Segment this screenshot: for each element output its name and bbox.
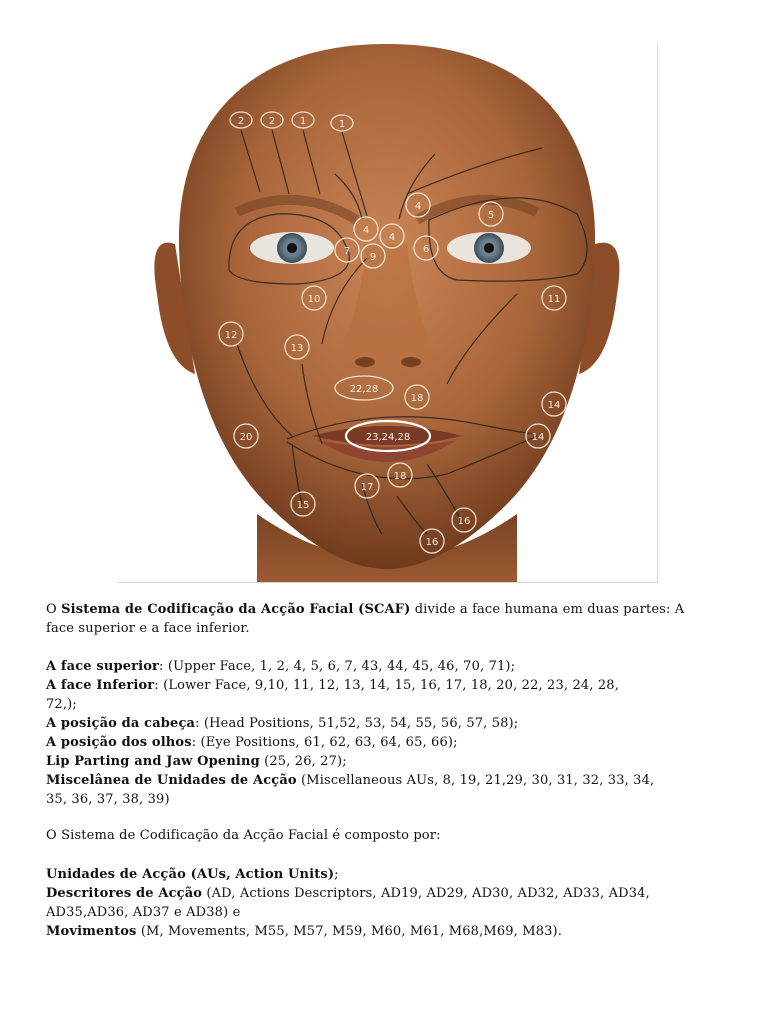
group-lower-face (46, 676, 722, 695)
group-lip-jaw (46, 752, 722, 771)
group-title: A posição da cabeça (46, 716, 196, 731)
au-label: 5 (487, 210, 495, 221)
group-values: : (Lower Face, 9,10, 11, 12, 13, 14, 15, 16, 17, 18, 20, 22, 23, 24, 28, (154, 678, 619, 693)
au-label: 4 (362, 225, 370, 236)
group-misc (46, 771, 722, 790)
au-label: 9 (369, 252, 377, 263)
group-values: : (Head Positions, 51,52, 53, 54, 55, 56, 57, 58); (195, 716, 519, 731)
au-label: 6 (422, 244, 430, 255)
intro-paragraph (46, 600, 722, 638)
au-label: 22,28 (349, 384, 379, 395)
au-label: 4 (414, 201, 422, 212)
au-label: 13 (290, 343, 304, 354)
group-upper-face (46, 657, 722, 676)
au-label: 2 (237, 116, 245, 127)
au-label: 15 (296, 500, 310, 511)
intro-rest: divide a face humana em duas partes: A (410, 602, 685, 617)
descriptors-cont: AD35,AD36, AD37 e AD38) e (46, 905, 241, 920)
group-title: A posição dos olhos (46, 735, 192, 750)
group-head-positions (46, 714, 722, 733)
group-values: : (Eye Positions, 61, 62, 63, 64, 65, 66); (191, 735, 458, 750)
au-label: 12 (224, 330, 238, 341)
intro-bold: Sistema de Codificação da Acção Facial (SCAF) (61, 602, 411, 617)
au-label: 1 (338, 119, 346, 130)
au-label: 18 (410, 393, 424, 404)
group-title: A face superior (46, 659, 160, 674)
intro-prefix: O (46, 602, 62, 617)
intro-line2: face superior e a face inferior. (46, 621, 250, 636)
group-title: Lip Parting and Jaw Opening (46, 754, 260, 769)
au-label: 14 (531, 432, 545, 443)
group-values: : (Upper Face, 1, 2, 4, 5, 6, 7, 43, 44, 45, 46, 70, 71); (159, 659, 516, 674)
movements-title: Movimentos (46, 924, 137, 939)
group-title: A face Inferior (46, 678, 155, 693)
group-title: Miscelânea de Unidades de Acção (46, 773, 297, 788)
au-groups-list (46, 657, 722, 809)
au-label: 14 (547, 400, 561, 411)
movements-values: (M, Movements, M55, M57, M59, M60, M61, M68,M69, M83). (136, 924, 563, 939)
descriptors-values: (AD, Actions Descriptors, AD19, AD29, AD30, AD32, AD33, AD34, (202, 886, 650, 901)
au-label: 18 (393, 471, 407, 482)
facial-action-units-figure (117, 44, 658, 583)
units-title: Unidades de Acção (AUs, Action Units) (46, 867, 335, 882)
descriptors-line (46, 884, 722, 903)
au-label: 23,24,28 (365, 432, 411, 443)
units-rest: ; (334, 867, 339, 882)
au-label: 2 (268, 116, 276, 127)
au-label: 11 (547, 294, 561, 305)
face-illustration (117, 44, 657, 582)
group-misc-cont: 35, 36, 37, 38, 39) (46, 792, 170, 807)
group-lower-face-cont: 72,); (46, 697, 77, 712)
group-values: (25, 26, 27); (259, 754, 347, 769)
group-eye-positions (46, 733, 722, 752)
units-line (46, 865, 722, 884)
components-list (46, 865, 722, 941)
descriptors-title: Descritores de Acção (46, 886, 203, 901)
au-label: 16 (457, 516, 471, 527)
composed-by-line: O Sistema de Codificação da Acção Facial é composto por: (46, 828, 441, 843)
au-label: 7 (343, 246, 351, 257)
au-label: 1 (299, 116, 307, 127)
au-label: 16 (425, 537, 439, 548)
au-label: 4 (388, 232, 396, 243)
au-label: 20 (239, 432, 253, 443)
au-label: 10 (307, 294, 321, 305)
group-values: (Miscellaneous AUs, 8, 19, 21,29, 30, 31, 32, 33, 34, (296, 773, 655, 788)
au-label: 17 (360, 482, 374, 493)
movements-line (46, 922, 722, 941)
